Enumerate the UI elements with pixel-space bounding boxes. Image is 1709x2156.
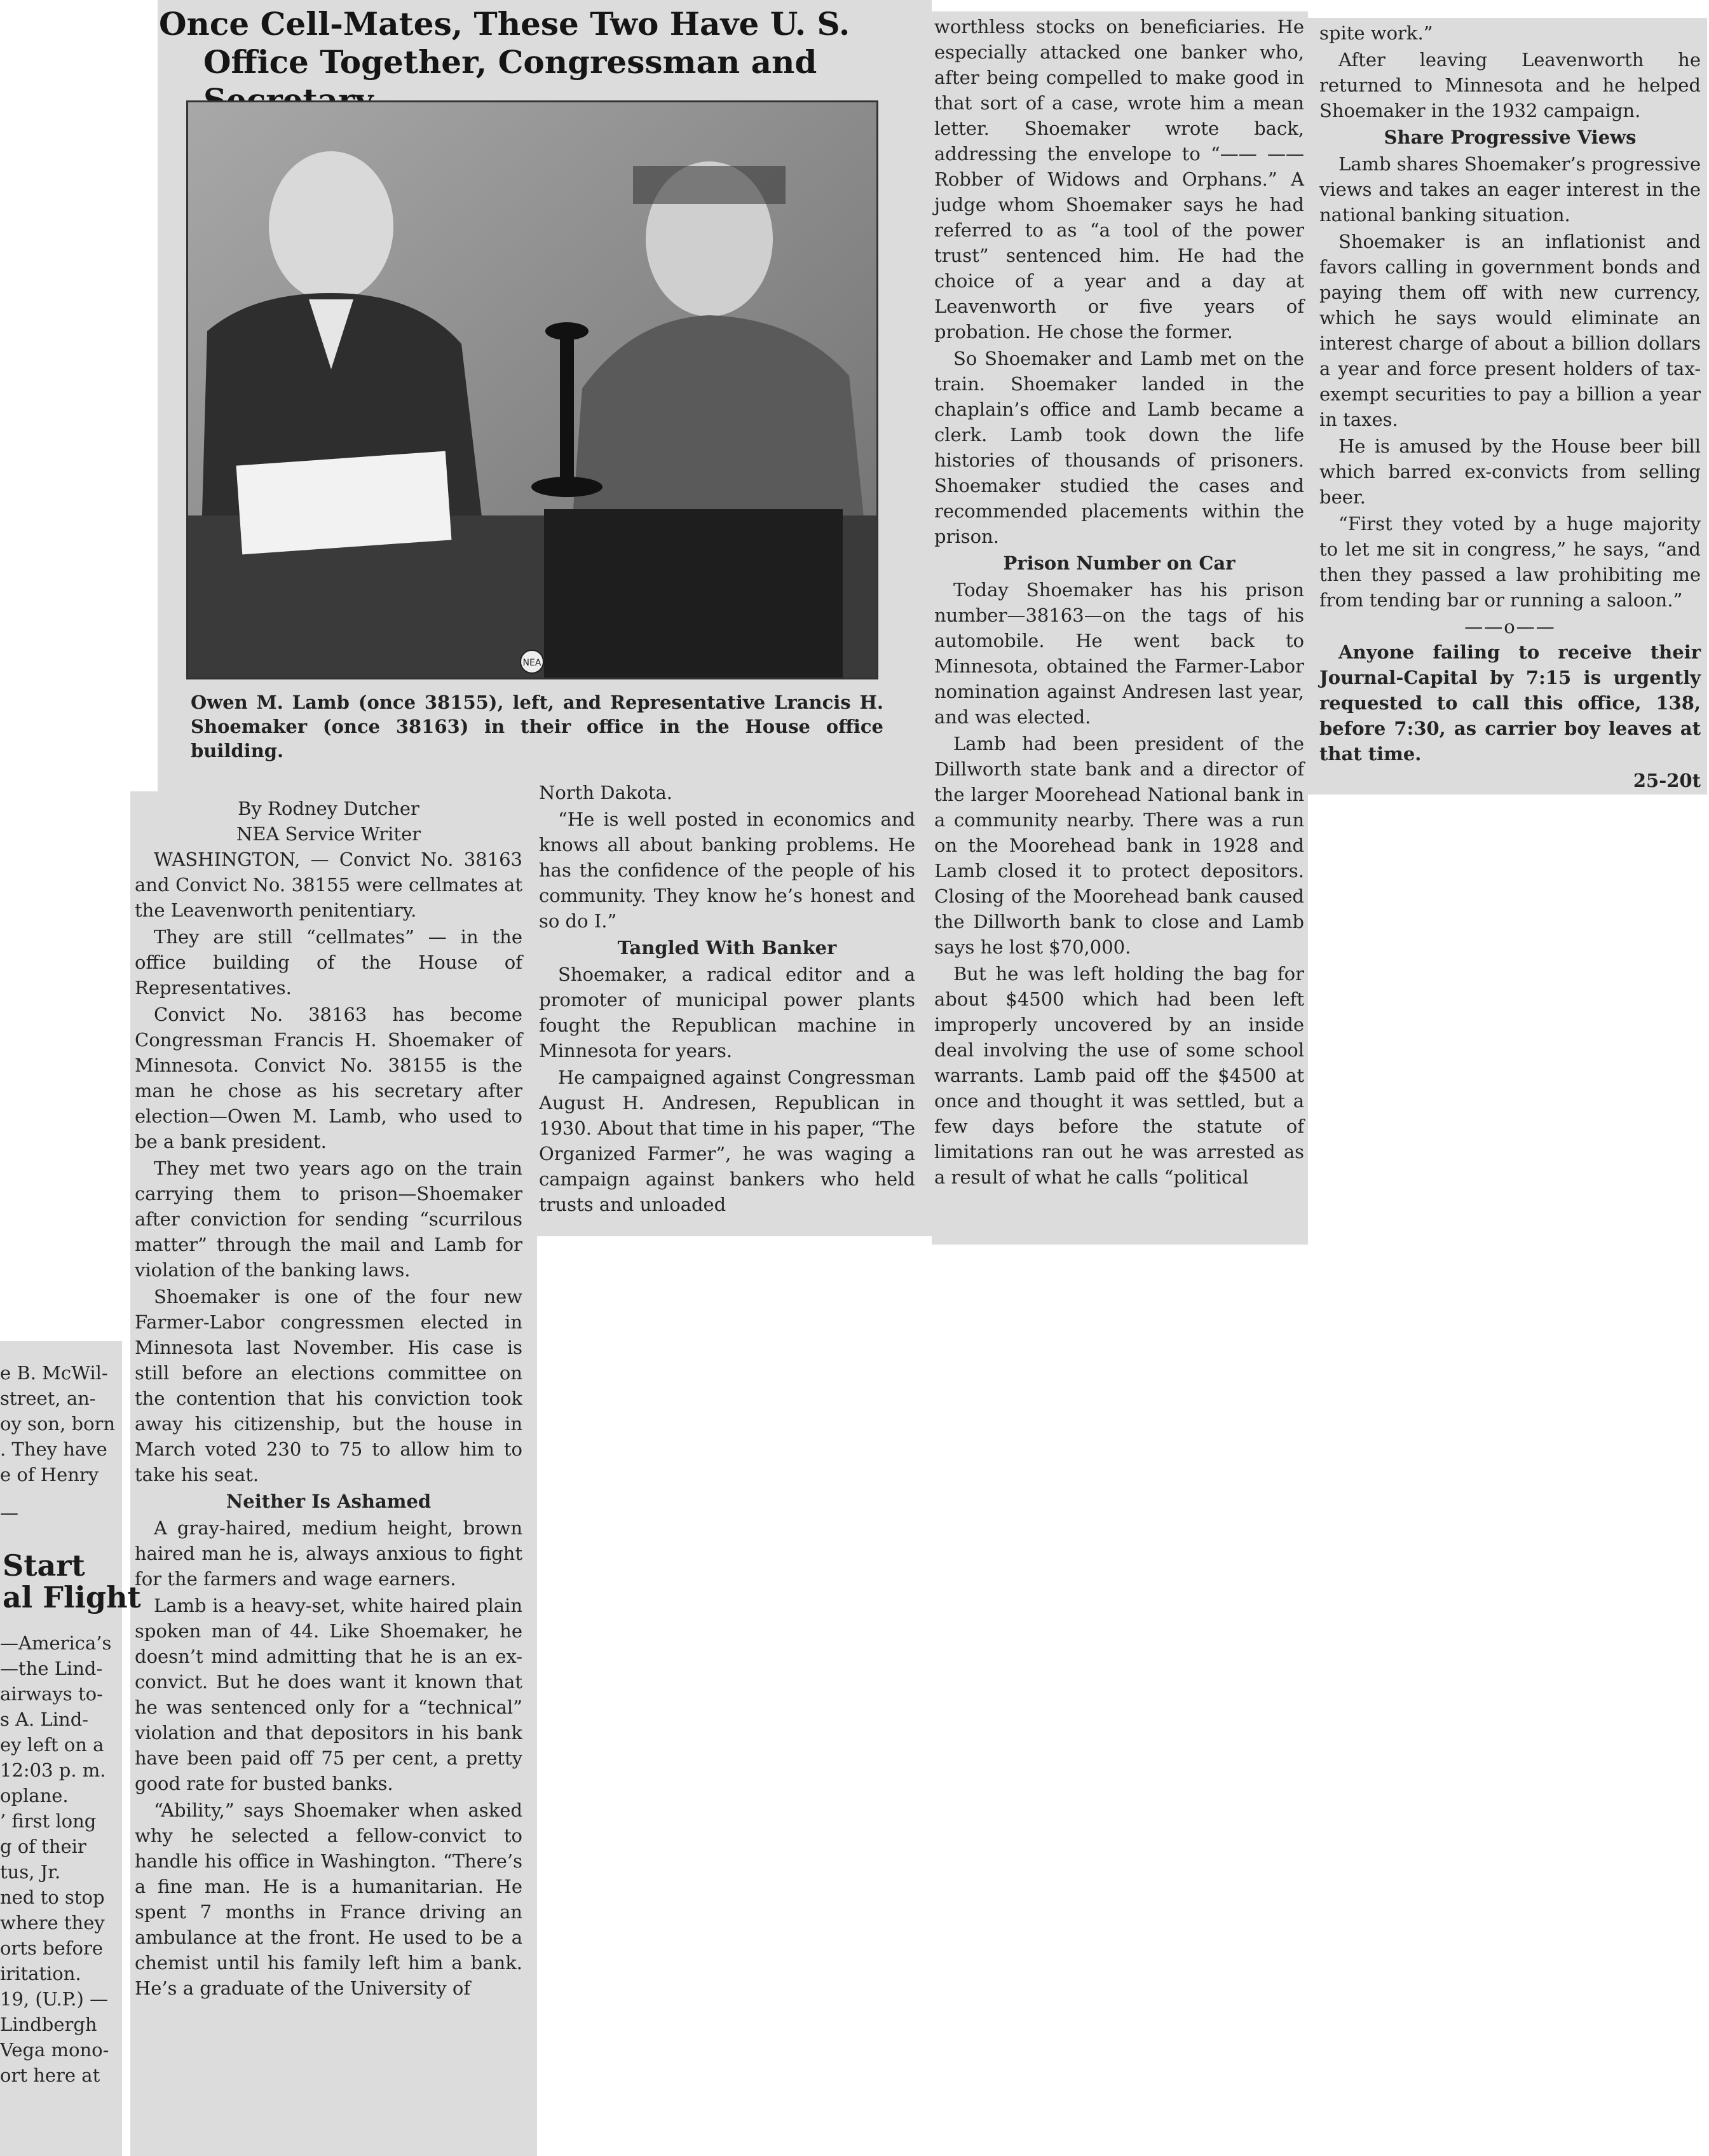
col3-paragraph: So Shoemaker and Lamb met on the train. Shoemaker landed in the chaplain’s office and Lamb became a clerk. Lamb took down the life histories of thousands of prisoners. Shoemaker studied the cases and recommended placements within the prison. [934, 348, 1304, 547]
column-1 [135, 796, 522, 2002]
col1-paragraph: They are still “cellmates” — in the office building of the House of Representatives. [135, 926, 522, 999]
col4-paragraph: “First they voted by a huge majority to let me sit in congress,” he says, “and then they passed a law prohibiting me from tending bar or running a saloon.” [1319, 513, 1701, 611]
fragment-line: street, an- [0, 1388, 96, 1409]
news-photo [186, 100, 878, 679]
col2-paragraph: North Dakota. [539, 782, 672, 803]
fragment-line: 19, (U.P.) — [0, 1988, 109, 2010]
photo-illustration [188, 102, 876, 678]
subhead-neither-is-ashamed: Neither Is Ashamed [226, 1491, 432, 1512]
col1-paragraph: A gray-haired, medium height, brown haired man he is, always anxious to fight for the farmers and wage earners. [135, 1517, 522, 1590]
fragment-line: —America’s [0, 1632, 112, 1654]
fragment-line: Lindbergh [0, 2014, 97, 2035]
fragment-line: tus, Jr. [0, 1861, 61, 1883]
fragment-line: s A. Lind- [0, 1709, 89, 1730]
col2-paragraph: He campaigned against Congressman August H. Andresen, Republican in 1930. About that time in his paper, “The Organized Farmer”, he was waging a campaign against bankers who held trusts and unloaded [539, 1067, 915, 1215]
fragment-line: orts before [0, 1937, 104, 1959]
col1-paragraph: They met two years ago on the train carrying them to prison—Shoemaker after conviction for sending “scurrilous matter” through the mail and Lamb for violation of the banking laws. [135, 1157, 522, 1281]
col2-paragraph: Shoemaker, a radical editor and a promoter of municipal power plants fought the Republican machine in Minnesota for years. [539, 964, 915, 1061]
carrier-notice: Anyone failing to receive their Journal-Capital by 7:15 is urgently requested to call this office, 138, before 7:30, as carrier boy leaves at that time. [1319, 641, 1701, 765]
fragment-line: 12:03 p. m. [0, 1759, 106, 1781]
col1-paragraph: Convict No. 38163 has become Congressman Francis H. Shoemaker of Minnesota. Convict No. 38155 is the man he chose as his secretary after election—Owen M. Lamb, who used to be a bank president. [135, 1004, 522, 1152]
left-fragment-headline-1: Start [3, 1548, 85, 1583]
col1-paragraph: WASHINGTON, — Convict No. 38163 and Convict No. 38155 were cellmates at the Leavenworth penitentiary. [135, 849, 522, 921]
col3-paragraph: Lamb had been president of the Dillworth state bank and a director of the larger Moorehead National bank in a community nearby. There was a run on the Moorehead bank in 1928 and Lamb closed it to protect depositors. Closing of the Moorehead bank caused the Dillworth bank to close and Lamb says he lost $70,000. [934, 733, 1304, 958]
col4-paragraph: spite work.” [1319, 22, 1433, 44]
col4-paragraph: Lamb shares Shoemaker’s progressive views and takes an eager interest in the national banking situation. [1319, 153, 1701, 226]
col3-paragraph: Today Shoemaker has his prison number—38163—on the tags of his automobile. He went back to Minnesota, obtained the Farmer-Labor nomination against Andresen last year, and was elected. [934, 579, 1304, 728]
subhead-share-progressive-views: Share Progressive Views [1384, 126, 1637, 148]
fragment-line: ned to stop [0, 1886, 105, 1908]
fragment-line: ort here at [0, 2064, 100, 2086]
left-fragment-top [0, 1360, 121, 1525]
fragment-line: iritation. [0, 1963, 81, 1984]
headline-line-1: Once Cell-Mates, These Two Have U. S. [159, 5, 850, 43]
col3-paragraph: But he was left holding the bag for about $4500 which had been left improperly uncovered by an inside deal involving the use of some school warrants. Lamb paid off the $4500 at once and thought it was settled, but a few days before the statute of limitations ran out he was arrested as a result of what he calls “political [934, 963, 1304, 1188]
fragment-line: oplane. [0, 1785, 69, 1806]
fragment-line: oy son, born [0, 1413, 116, 1435]
left-fragment-headline-2: al Flight [3, 1580, 141, 1614]
fragment-line: . They have [0, 1438, 107, 1460]
fragment-dash: — [0, 1502, 18, 1524]
papers [236, 451, 452, 555]
fragment-line: where they [0, 1912, 105, 1934]
col3-paragraph: worthless stocks on beneficiaries. He especially attacked one banker who, after being compelled to make good in that sort of a case, wrote him a mean letter. Shoemaker wrote back, addressing the envelope to “—— —— Robber of Widows and Orphans.” A judge whom Shoemaker says he had referred to as “a tool of the power trust” sentenced him. He had the choice of a year and a day at Leavenworth or five years of probation. He chose the former. [934, 16, 1304, 343]
notice-code: 25-20t [1633, 770, 1701, 791]
photo-caption: Owen M. Lamb (once 38155), left, and Representative Lrancis H. Shoemaker (once 38163) in their office in the House office building. [191, 692, 883, 761]
left-fragment-bottom [0, 1630, 121, 2088]
column-3 [934, 14, 1304, 1191]
fragment-line: ey left on a [0, 1734, 104, 1756]
subhead-prison-number-on-car: Prison Number on Car [1003, 552, 1236, 574]
fragment-line: —the Lind- [0, 1658, 103, 1679]
byline-service: NEA Service Writer [236, 823, 421, 845]
col4-paragraph: Shoemaker is an inflationist and favors calling in government bonds and paying them off with new currency, which he says would eliminate an interest charge of about a billion dollars a year and force present holders of tax-exempt securities to pay a billion a year in taxes. [1319, 231, 1701, 430]
fragment-line: Vega mono- [0, 2039, 109, 2061]
subhead-tangled-with-banker: Tangled With Banker [617, 937, 837, 959]
col1-paragraph: “Ability,” says Shoemaker when asked why he selected a fellow-convict to handle his office in Washington. “There’s a fine man. He is a humanitarian. He spent 7 months in France driving an ambulance at the front. He used to be a chemist until his family left him a bank. He’s a graduate of the University of [135, 1799, 522, 1999]
telephone [560, 331, 574, 484]
fragment-line: e of Henry [0, 1464, 99, 1485]
col1-paragraph: Lamb is a heavy-set, white haired plain spoken man of 44. Like Shoemaker, he doesn’t mind admitting that he is an ex-convict. But he does want it known that he was sentenced only for a “technical” violation and that depositors in his bank have been paid off 75 per cent, a pretty good rate for busted banks. [135, 1595, 522, 1794]
photo-credit: NEA [522, 658, 541, 668]
column-4 [1319, 20, 1701, 793]
byline-author: By Rodney Dutcher [238, 798, 419, 819]
col1-paragraph: Shoemaker is one of the four new Farmer-Labor congressmen elected in Minnesota last November. His case is still before an elections committee on the contention that his conviction took away his citizenship, but the house in March voted 230 to 75 to allow him to take his seat. [135, 1286, 522, 1485]
col4-paragraph: After leaving Leavenworth he returned to Minnesota and he helped Shoemaker in the 1932 campaign. [1319, 49, 1701, 121]
fragment-line: e B. McWil- [0, 1362, 108, 1384]
fragment-line: airways to- [0, 1683, 103, 1705]
divider: ——o—— [1464, 616, 1556, 638]
fragment-line: g of their [0, 1836, 86, 1857]
col2-paragraph: “He is well posted in economics and knows all about banking problems. He has the confidence of the people of his community. They know he’s honest and so do I.” [539, 808, 915, 932]
column-2 [539, 780, 915, 1218]
headline-line-2: Office Together, Congressman and [203, 43, 817, 81]
col4-paragraph: He is amused by the House beer bill which barred ex-convicts from selling beer. [1319, 435, 1701, 508]
fragment-line: ’ first long [0, 1810, 97, 1832]
left-man-head [269, 151, 393, 301]
